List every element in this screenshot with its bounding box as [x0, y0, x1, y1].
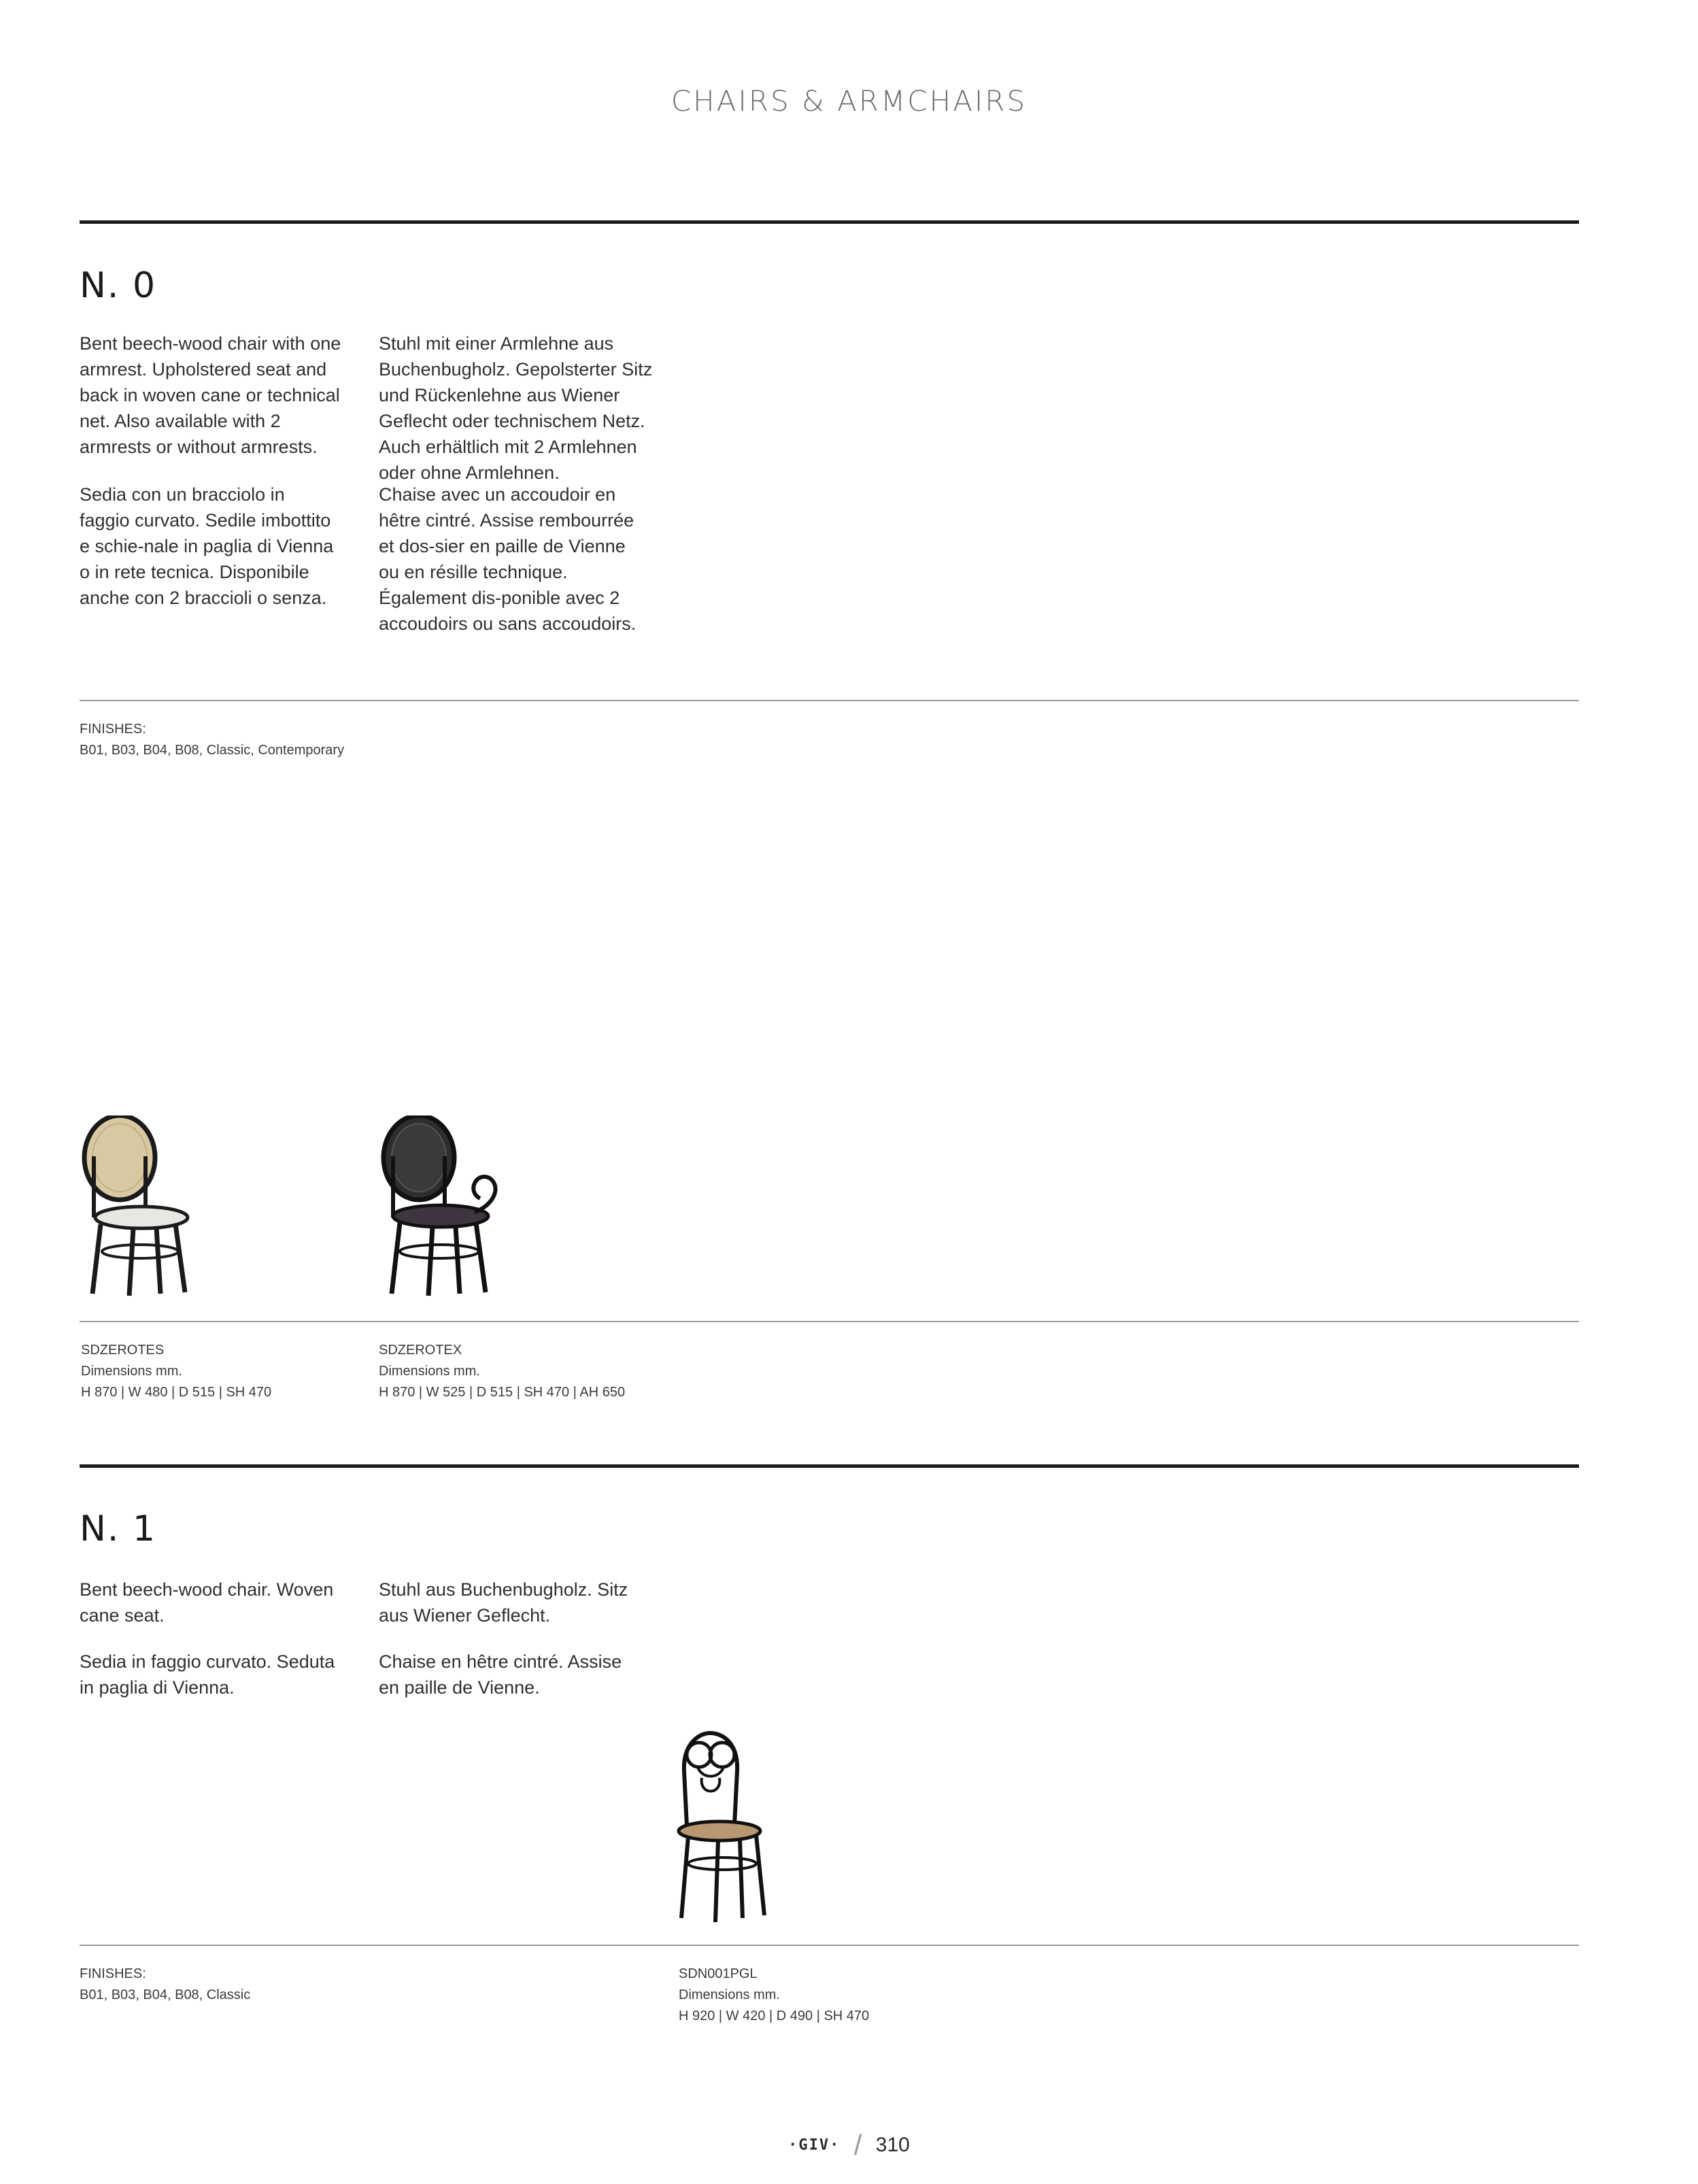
- chair-image-sdzerotex: [373, 1115, 515, 1306]
- section-divider: [80, 1464, 1579, 1468]
- page-footer: [0, 2129, 1698, 2162]
- description-it: Sedia in faggio curvato. Seduta in paglia di Vienna.: [80, 1651, 335, 1698]
- variant-info-sdn001pgl: [679, 1964, 869, 2027]
- divider: [80, 700, 1579, 701]
- finishes-block: [80, 719, 344, 761]
- description-en: Bent beech-wood chair. Woven cane seat.: [80, 1579, 334, 1626]
- description-de: Stuhl aus Buchenbugholz. Sitz aus Wiener Geflecht.: [379, 1579, 628, 1626]
- section-divider: [80, 220, 1579, 224]
- separator: /: [853, 2129, 862, 2161]
- finishes-label: FINISHES:: [80, 722, 146, 737]
- dimensions-values: H 870 | W 525 | D 515 | SH 470 | AH 650: [379, 1385, 626, 1400]
- divider: [80, 1945, 1579, 1946]
- chair-image-sdn001pgl: [672, 1730, 787, 1928]
- dimensions-values: H 870 | W 480 | D 515 | SH 470: [81, 1385, 272, 1400]
- dimensions-values: H 920 | W 420 | D 490 | SH 470: [679, 2009, 870, 2023]
- product-title: N. 1: [80, 1509, 157, 1549]
- variant-code: SDZEROTES: [81, 1343, 165, 1358]
- product-title: N. 0: [80, 265, 157, 306]
- dimensions-label: Dimensions mm.: [379, 1364, 480, 1379]
- description-fr: Chaise en hêtre cintré. Assise en paille de Vienne.: [379, 1651, 622, 1698]
- variant-info-sdzerotex: [379, 1340, 625, 1403]
- dimensions-label: Dimensions mm.: [81, 1364, 182, 1379]
- page-number: 310: [875, 2134, 910, 2156]
- brand-logo: ·GIV·: [788, 2136, 840, 2154]
- dimensions-label: Dimensions mm.: [679, 1987, 780, 2002]
- page-section-title: CHAIRS & ARMCHAIRS: [670, 84, 1028, 118]
- variant-info-sdzerotes: [81, 1340, 271, 1403]
- finishes-list: B01, B03, B04, B08, Classic: [80, 1987, 251, 2002]
- description-de: Stuhl mit einer Armlehne aus Buchenbugholz. Gepolsterter Sitz und Rückenlehne aus Wiener Geflecht oder technischem Netz. Auch erhältlich mit 2 Armlehnen oder ohne Armlehnen.: [379, 333, 653, 483]
- description-en: Bent beech-wood chair with one armrest. Upholstered seat and back in woven cane or technical net. Also available with 2 armrests or without armrests.: [80, 333, 341, 457]
- finishes-block: [80, 1964, 250, 2006]
- variant-code: SDZEROTEX: [379, 1343, 462, 1358]
- variant-code: SDN001PGL: [679, 1966, 758, 1981]
- description-fr: Chaise avec un accoudoir en hêtre cintré. Assise rembourrée et dos-sier en paille de Vienne ou en résille technique. Également dis-ponible avec 2 accoudoirs ou sans accoudoirs.: [379, 484, 636, 634]
- finishes-label: FINISHES:: [80, 1966, 146, 1981]
- divider: [80, 1321, 1579, 1322]
- chair-image-sdzerotes: [73, 1115, 209, 1306]
- description-it: Sedia con un bracciolo in faggio curvato. Sedile imbottito e schie-nale in paglia di Vienna o in rete tecnica. Disponibile anche con 2 braccioli o senza.: [80, 484, 334, 608]
- finishes-list: B01, B03, B04, B08, Classic, Contemporary: [80, 743, 345, 758]
